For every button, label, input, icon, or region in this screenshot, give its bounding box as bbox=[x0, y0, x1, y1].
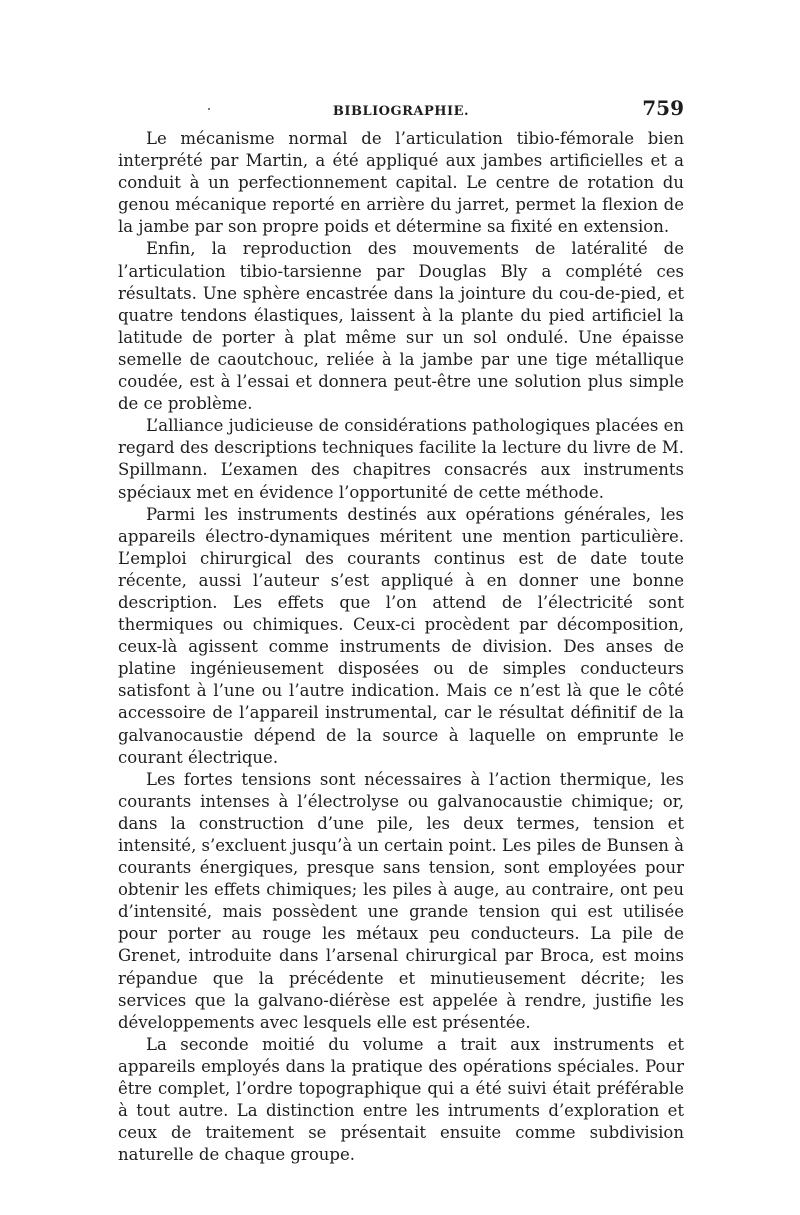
running-title: BIBLIOGRAPHIE. bbox=[332, 104, 470, 119]
paragraph-6: La seconde moitié du volume a trait aux instruments et appareils employés dans la pratique des opérations spéciales. Pour être complet, l’ordre topographique qui a été suivi était préférable à tout autre. La distinction entre les intruments d’exploration et ceux de traitement se présentait ensuite comme subdivision naturelle de chaque groupe. bbox=[118, 1034, 684, 1165]
paragraph-3: L’alliance judicieuse de considérations pathologiques placées en regard des descriptions techniques facilite la lecture du livre de M. Spillmann. L’examen des chapitres consacrés aux instruments spéciaux met en évidence l’opportunité de cette méthode. bbox=[118, 416, 684, 502]
paragraph-2: Enfin, la reproduction des mouvements de latéralité de l’articulation tibio-tarsienne par Douglas Bly a complété ces résultats. Une sphère encastrée dans la jointure du cou-de-pied, et quatre tendons élastiques, laissent à la plante du pied artificiel la latitude de porter à plat même sur un sol ondulé. Une épaisse semelle de caoutchouc, reliée à la jambe par une tige métallique coudée, est à l’essai et donnera peut-être une solution plus simple de ce problème. bbox=[118, 239, 684, 414]
paragraph-5: Les fortes tensions sont nécessaires à l’action thermique, les courants intenses à l’électrolyse ou galvanocaustie chimique; or, dans la construction d’une pile, les deux termes, tension et intensité, s’excluent jusqu’à un certain point. Les piles de Bunsen à courants énergiques, presque sans tension, sont employées pour obtenir les effets chimiques; les piles à auge, au contraire, ont peu d’intensité, mais possèdent une grande tension qui est utilisée pour porter au rouge les métaux peu conducteurs. La pile de Grenet, introduite dans l’arsenal chirurgical par Broca, est moins répandue que la précédente et minutieusement décrite; les services que la galvano-diérèse est appelée à rendre, justifie les développements avec lesquels elle est présentée. bbox=[118, 769, 684, 1032]
paragraph-1: Le mécanisme normal de l’articulation tibio-fémorale bien interprété par Martin, a été appliqué aux jambes artificielles et a conduit à un perfectionnement capital. Le centre de rotation du genou mécanique reporté en arrière du jarret, permet la flexion de la jambe par son propre poids et détermine sa fixité en extension. bbox=[118, 129, 684, 237]
body-text bbox=[118, 128, 684, 1166]
book-page bbox=[118, 96, 684, 1166]
page-number: 759 bbox=[642, 96, 684, 120]
running-head bbox=[118, 96, 684, 126]
paragraph-4: Parmi les instruments destinés aux opérations générales, les appareils électro-dynamiques méritent une mention particulière. L’emploi chirurgical des courants continus est de date toute récente, aussi l’auteur s’est appliqué à en donner une bonne description. Les effets que l’on attend de l’électricité sont thermiques ou chimiques. Ceux-ci procèdent par décomposition, ceux-là agissent comme instruments de division. Des anses de platine ingénieusement disposées ou de simples conducteurs satisfont à l’une ou l’autre indication. Mais ce n’est là que le côté accessoire de l’appareil instrumental, car le résultat définitif de la galvanocaustie dépend de la source à laquelle on emprunte le courant électrique. bbox=[118, 504, 684, 767]
